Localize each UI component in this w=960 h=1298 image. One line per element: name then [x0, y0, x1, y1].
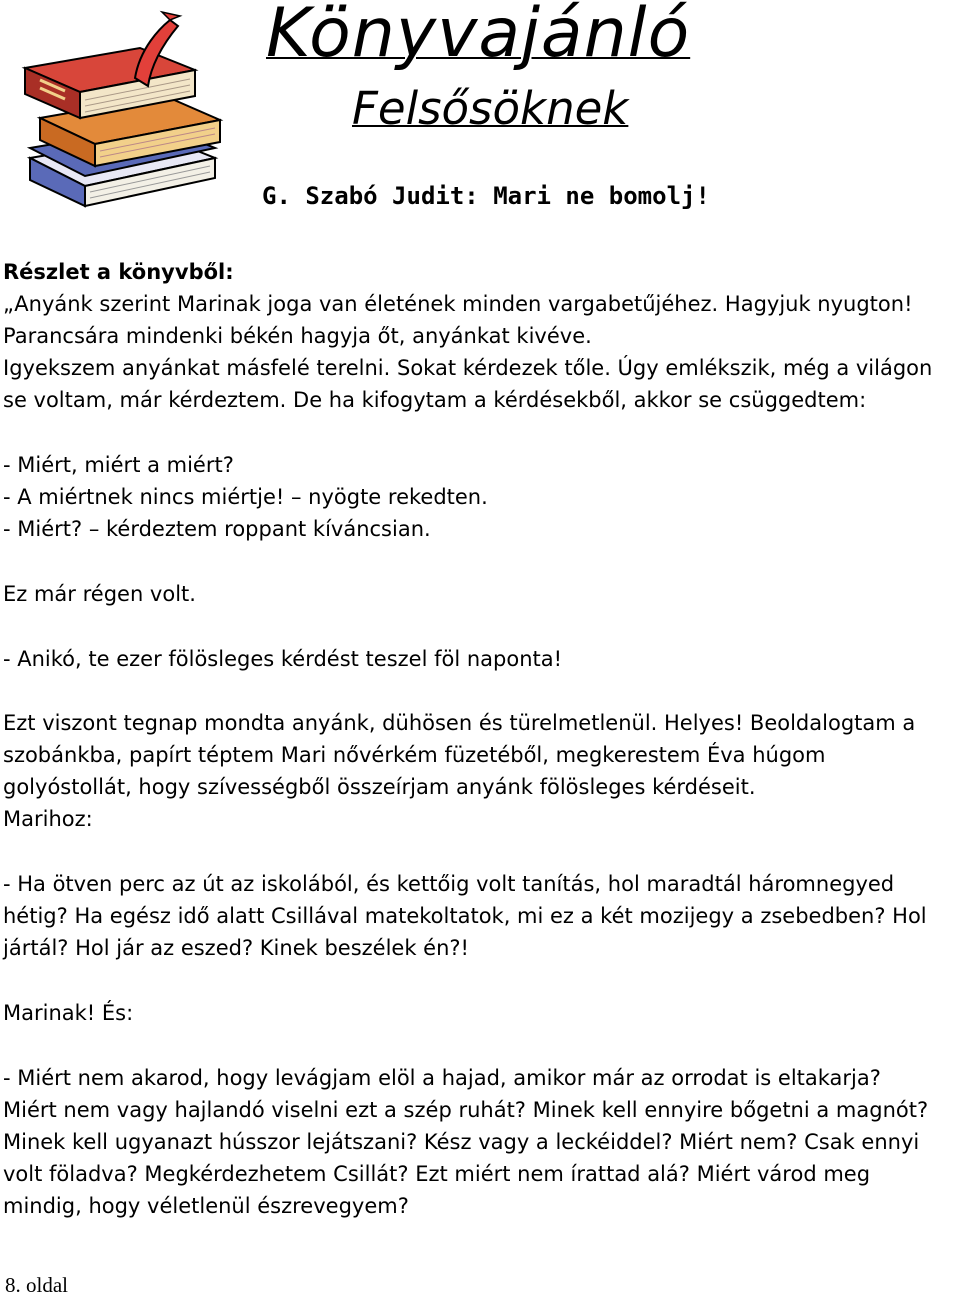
dialogue-line: - Ha ötven perc az út az iskolából, és kettőig volt tanítás, hol maradtál háromnegyed	[3, 872, 895, 896]
text-line: Marihoz:	[3, 807, 93, 831]
page-number: 8. oldal	[5, 1273, 68, 1297]
dialogue-line: jártál? Hol jár az eszed? Kinek beszélek én?!	[3, 936, 469, 960]
text-line: Igyekszem anyánkat másfelé terelni. Sokat kérdezek tőle. Úgy emlékszik, még a világon	[3, 356, 933, 380]
dialogue-line: Minek kell ugyanazt hússzor lejátszani? Kész vagy a leckéiddel? Miért nem? Csak ennyi	[3, 1130, 920, 1154]
dialogue-line: - Miért nem akarod, hogy levágjam elöl a hajad, amikor már az orrodat is eltakarja?	[3, 1066, 881, 1090]
dialogue-line: hétig? Ha egész idő alatt Csillával matekoltatok, mi ez a két mozijegy a zsebedben? Hol	[3, 904, 927, 928]
dialogue-line: volt föladva? Megkérdezhetem Csillát? Ezt miért nem írattad alá? Miért várod meg	[3, 1162, 871, 1186]
page-title: Könyvajánló	[266, 0, 691, 73]
dialogue-line: - A miértnek nincs miértje! – nyögte rekedten.	[3, 485, 488, 509]
text-line: Marinak! És:	[3, 1001, 134, 1025]
dialogue-line: mindig, hogy véletlenül észrevegyem?	[3, 1194, 409, 1218]
text-line: szobánkba, papírt téptem Mari nővérkém füzetéből, megkerestem Éva húgom	[3, 743, 826, 767]
excerpt-label: Részlet a könyvből:	[3, 260, 234, 284]
dialogue-line: Miért nem vagy hajlandó viselni ezt a szép ruhát? Minek kell ennyire bőgetni a magnót?	[3, 1098, 929, 1122]
text-line: Ez már régen volt.	[3, 582, 196, 606]
books-clipart	[10, 8, 240, 208]
text-line: se voltam, már kérdeztem. De ha kifogytam a kérdésekből, akkor se csüggedtem:	[3, 388, 867, 412]
page-subtitle: Felsősöknek	[352, 82, 629, 135]
dialogue-line: - Miért? – kérdeztem roppant kíváncsian.	[3, 517, 431, 541]
text-line: Ezt viszont tegnap mondta anyánk, dühösen és türelmetlenül. Helyes! Beoldalogtam a	[3, 711, 916, 735]
dialogue-line: - Anikó, te ezer fölösleges kérdést teszel föl naponta!	[3, 647, 563, 671]
dialogue-line: - Miért, miért a miért?	[3, 453, 234, 477]
book-title: G. Szabó Judit: Mari ne bomolj!	[262, 182, 710, 210]
text-line: „Anyánk szerint Marinak joga van életének minden vargabetűjéhez. Hagyjuk nyugton!	[3, 292, 913, 316]
text-line: golyóstollát, hogy szívességből összeírjam anyánk fölösleges kérdéseit.	[3, 775, 756, 799]
text-line: Parancsára mindenki békén hagyja őt, anyánkat kivéve.	[3, 324, 592, 348]
